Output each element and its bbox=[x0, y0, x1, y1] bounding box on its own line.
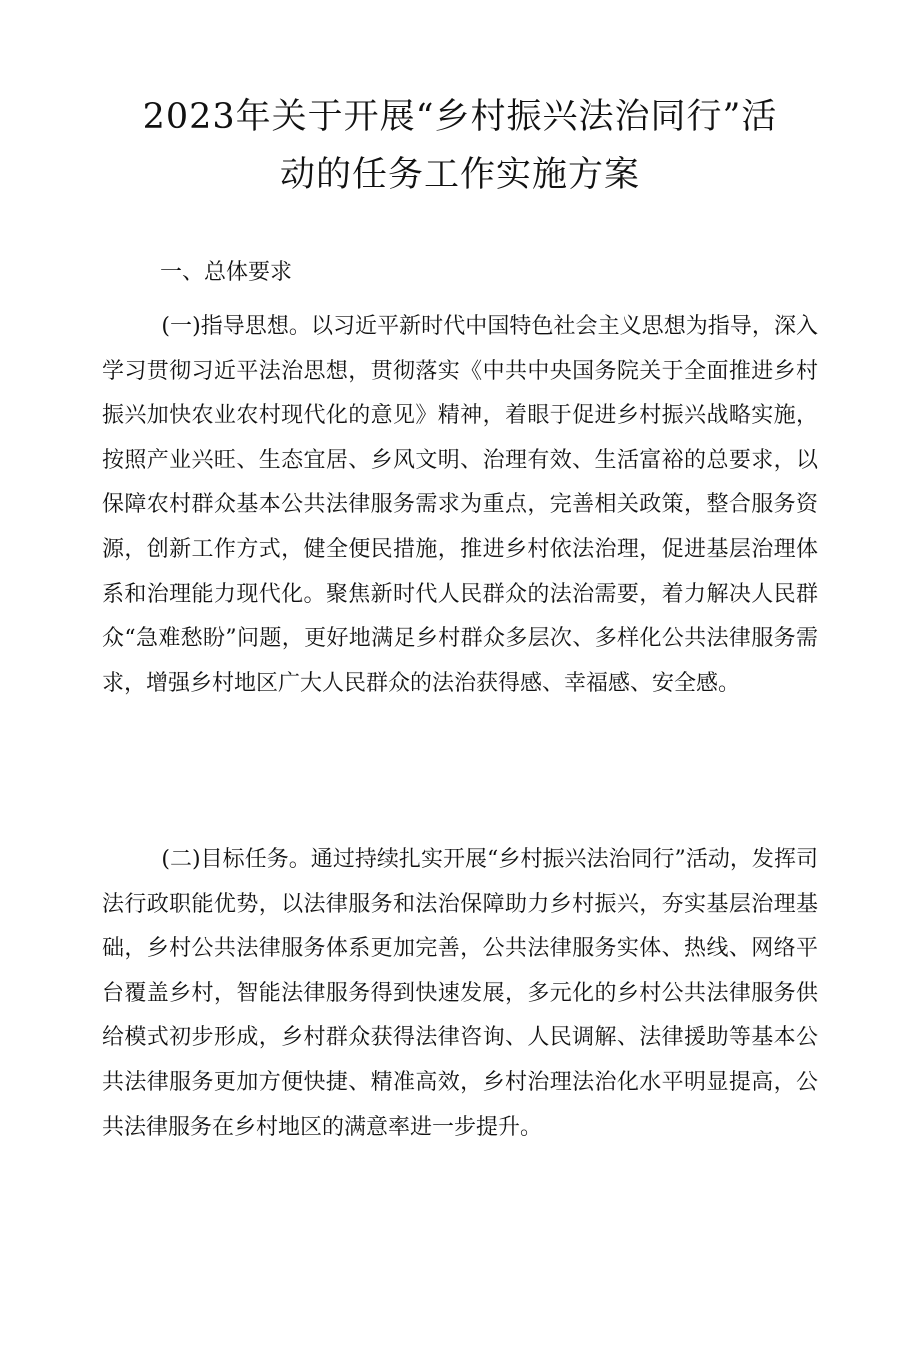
document-title bbox=[100, 88, 820, 204]
document-title-line-2: 动的任务工作实施方案 bbox=[279, 155, 640, 195]
paragraph-target-tasks: (二)目标任务。通过持续扎实开展“乡村振兴法治同行”活动，发挥司法行政职能优势，以法律服务和法治保障助力乡村振兴，夯实基层治理基础，乡村公共法律服务体系更加完善，公共法律服务实体、热线、网络平台覆盖乡村，智能法律服务得到快速发展，多元化的乡村公共法律服务供给模式初步形成，乡村群众获得法律咨询、人民调解、法律援助等基本公共法律服务更加方便快捷、精准高效，乡村治理法治化水平明显提高，公共法律服务在乡村地区的满意率进一步提升。 bbox=[102, 847, 818, 1140]
section-heading: 一、总体要求 bbox=[160, 260, 293, 285]
document-title-line-1: 2023年关于开展“乡村振兴法治同行”活 bbox=[142, 97, 778, 137]
paragraph-guiding-ideology: (一)指导思想。以习近平新时代中国特色社会主义思想为指导，深入学习贯彻习近平法治思想，贯彻落实《中共中央国务院关于全面推进乡村振兴加快农业农村现代化的意见》精神，着眼于促进乡村振兴战略实施，按照产业兴旺、生态宜居、乡风文明、治理有效、生活富裕的总要求，以保障农村群众基本公共法律服务需求为重点，完善相关政策，整合服务资源，创新工作方式，健全便民措施，推进乡村依法治理，促进基层治理体系和治理能力现代化。聚焦新时代人民群众的法治需要，着力解决人民群众“急难愁盼”问题，更好地满足乡村群众多层次、多样化公共法律服务需求，增强乡村地区广大人民群众的法治获得感、幸福感、安全感。 bbox=[102, 314, 818, 696]
